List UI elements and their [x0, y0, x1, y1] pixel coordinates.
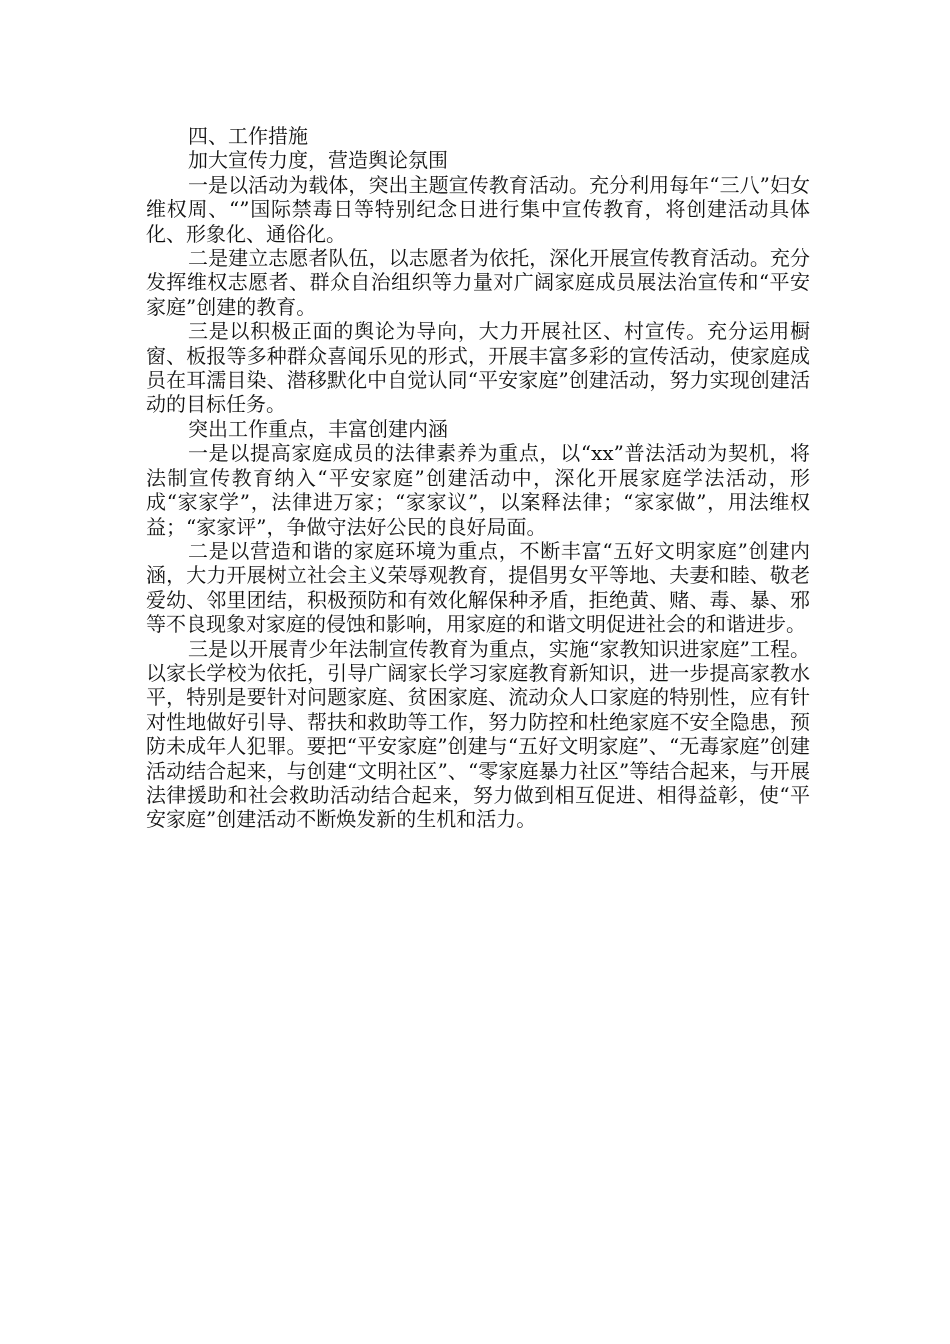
paragraph-harmonious-family: 二是以营造和谐的家庭环境为重点，不断丰富“五好文明家庭”创建内涵，大力开展树立社会主义荣辱观教育，提倡男女平等地、夫妻和睦、敬老爱幼、邻里团结，积极预防和有效化解保种矛盾，拒绝黄、赌、毒、暴、邪等不良现象对家庭的侵蚀和影响，用家庭的和谐文明促进社会的和谐进步。: [146, 538, 810, 637]
sub-heading-publicity: 加大宣传力度，营造舆论氛围: [188, 148, 448, 173]
paragraph-public-opinion: 三是以积极正面的舆论为导向，大力开展社区、村宣传。充分运用橱窗、板报等多种群众喜闻乐见的形式，开展丰富多彩的宣传活动，使家庭成员在耳濡目染、潜移默化中自觉认同“平安家庭”创建活动，努力实现创建活动的目标任务。: [146, 319, 810, 417]
document-body: [146, 124, 810, 832]
paragraph-youth-education: 三是以开展青少年法制宣传教育为重点，实施“家教知识进家庭”工程。以家长学校为依托，引导广阔家长学习家庭教育新知识，进一步提高家教水平，特别是要针对问题家庭、贫困家庭、流动众人口家庭的特别性，应有针对性地做好引导、帮扶和救助等工作，努力防控和杜绝家庭不安全隐患，预防未成年人犯罪。要把“平安家庭”创建与“五好文明家庭”、“无毒家庭”创建活动结合起来，与创建“文明社区”、“零家庭暴力社区”等结合起来，与开展法律援助和社会救助活动结合起来，努力做到相互促进、相得益彰，使“平安家庭”创建活动不断焕发新的生机和活力。: [146, 636, 810, 832]
paragraph-volunteers: 二是建立志愿者队伍，以志愿者为依托，深化开展宣传教育活动。充分发挥维权志愿者、群众自治组织等力量对广阔家庭成员展法治宣传和“平安家庭”创建的教育。: [146, 246, 810, 319]
sub-heading-key-work: 突出工作重点，丰富创建内涵: [188, 416, 448, 441]
paragraph-activities: 一是以活动为载体，突出主题宣传教育活动。充分利用每年“三八”妇女维权周、“”国际禁毒日等特别纪念日进行集中宣传教育，将创建活动具体化、形象化、通俗化。: [146, 172, 810, 246]
section-heading: 四、工作措施: [188, 124, 308, 148]
paragraph-legal-literacy: 一是以提高家庭成员的法律素养为重点，以“xx”普法活动为契机，将法制宣传教育纳入“平安家庭”创建活动中，深化开展家庭学法活动，形成“家家学”，法律进万家；“家家议”，以案释法律；“家家做”，用法维权益；“家家评”，争做守法好公民的良好局面。: [146, 441, 810, 539]
